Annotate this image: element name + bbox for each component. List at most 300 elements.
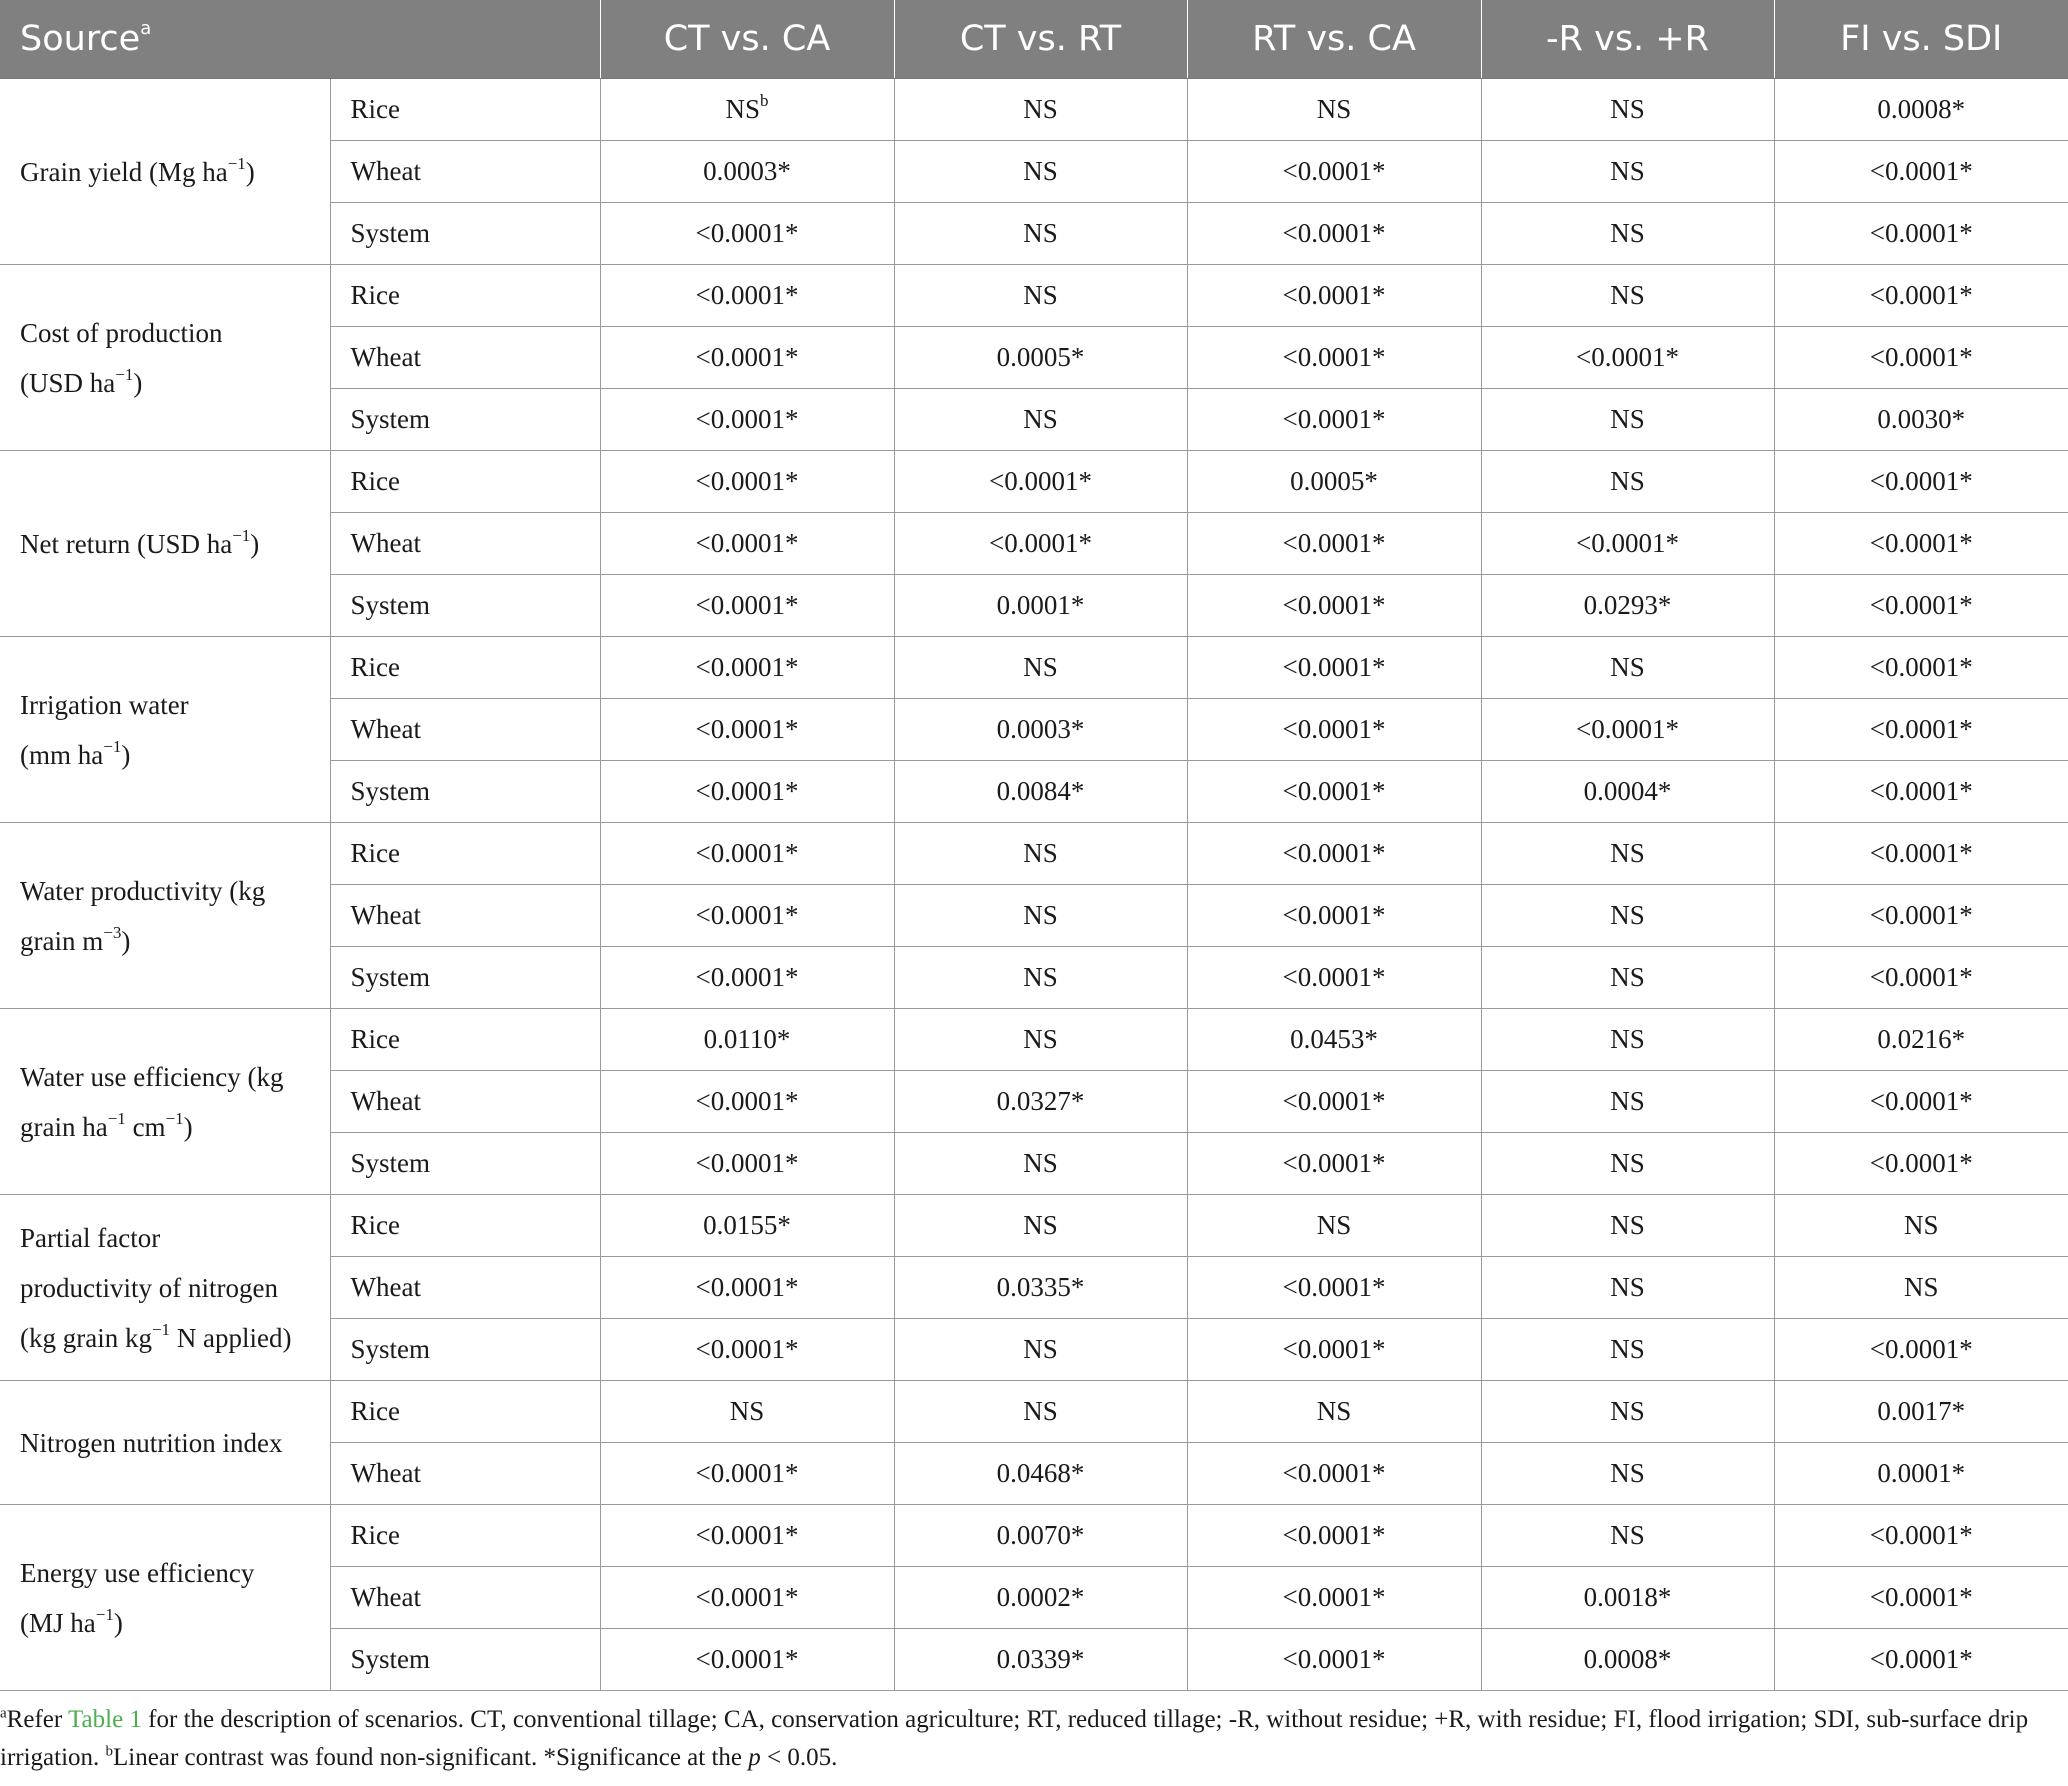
p-value: 0.0339* <box>996 1644 1085 1674</box>
p-value: <0.0001* <box>1869 1148 1973 1178</box>
header-source-sup: a <box>140 18 152 40</box>
p-value-cell <box>1187 1381 1481 1443</box>
p-value: <0.0001* <box>1282 1086 1386 1116</box>
p-value: 0.0008* <box>1877 94 1966 124</box>
crop-label: Wheat <box>330 1567 600 1629</box>
p-value: <0.0001* <box>1869 714 1973 744</box>
p-value: 0.0335* <box>996 1272 1085 1302</box>
p-value: NS <box>1023 218 1058 248</box>
parameter-label <box>0 1381 330 1505</box>
p-value-cell <box>1481 451 1774 513</box>
p-value-cell <box>1774 761 2068 823</box>
p-value-cell <box>894 141 1187 203</box>
p-value: <0.0001* <box>695 962 799 992</box>
p-value: <0.0001* <box>1869 962 1973 992</box>
p-value-cell <box>894 823 1187 885</box>
header-col-4: FI vs. SDI <box>1774 0 2068 79</box>
footnote-table-link[interactable]: Table 1 <box>68 1706 142 1733</box>
p-value: 0.0005* <box>1290 466 1378 496</box>
crop-label: System <box>330 1319 600 1381</box>
table-row <box>0 265 2068 327</box>
p-value-cell <box>1481 141 1774 203</box>
p-value: 0.0018* <box>1583 1582 1672 1612</box>
p-value-cell <box>894 1319 1187 1381</box>
p-value-cell <box>1187 761 1481 823</box>
p-value: <0.0001* <box>1282 962 1386 992</box>
crop-label: Wheat <box>330 1071 600 1133</box>
p-value: <0.0001* <box>695 1334 799 1364</box>
crop-label: Wheat <box>330 1257 600 1319</box>
p-value-cell <box>600 327 894 389</box>
p-value: NS <box>1610 1148 1645 1178</box>
crop-label: Rice <box>330 1505 600 1567</box>
p-value: NS <box>1610 652 1645 682</box>
p-value-cell <box>600 699 894 761</box>
parameter-label-sup: −1 <box>227 153 246 173</box>
table-row <box>0 1195 2068 1257</box>
table-row <box>0 637 2068 699</box>
parameter-label <box>0 823 330 1009</box>
p-value: <0.0001* <box>1282 218 1386 248</box>
p-value: NS <box>1610 1520 1645 1550</box>
p-value-cell <box>600 1443 894 1505</box>
p-value: NS <box>1023 838 1058 868</box>
p-value: 0.0003* <box>703 156 791 186</box>
parameter-label-sup: −1 <box>165 1108 184 1128</box>
p-value-cell <box>600 1629 894 1691</box>
parameter-label-sup: −1 <box>107 1108 126 1128</box>
p-value-cell <box>894 451 1187 513</box>
p-value: 0.0002* <box>996 1582 1085 1612</box>
crop-label: Wheat <box>330 1443 600 1505</box>
crop-label: System <box>330 1133 600 1195</box>
p-value-cell <box>1481 1319 1774 1381</box>
p-value-cell <box>894 1195 1187 1257</box>
p-value: <0.0001* <box>1282 1272 1386 1302</box>
parameter-label-text: Net return (USD ha <box>20 528 233 559</box>
p-value: NS <box>1610 1272 1645 1302</box>
p-value: <0.0001* <box>1576 342 1679 372</box>
p-value: <0.0001* <box>1869 776 1973 806</box>
p-value-cell <box>1187 1071 1481 1133</box>
p-value: <0.0001* <box>1869 590 1973 620</box>
p-value-cell <box>1774 79 2068 141</box>
p-value: NS <box>1610 838 1645 868</box>
p-value: NS <box>1023 900 1058 930</box>
p-value: <0.0001* <box>695 652 799 682</box>
p-value: <0.0001* <box>1282 652 1386 682</box>
p-value-cell <box>1774 265 2068 327</box>
p-value: NS <box>1610 280 1645 310</box>
p-value: <0.0001* <box>1869 342 1973 372</box>
p-value: <0.0001* <box>1282 1520 1386 1550</box>
table-footnote <box>0 1691 2068 1777</box>
p-value: 0.0001* <box>1877 1458 1966 1488</box>
p-value-cell <box>1481 1381 1774 1443</box>
parameter-label <box>0 1505 330 1691</box>
p-value: NS <box>1023 1024 1058 1054</box>
p-value-cell <box>600 141 894 203</box>
p-value: 0.0030* <box>1877 404 1966 434</box>
p-value: NS <box>1903 1210 1939 1240</box>
p-value: 0.0008* <box>1583 1644 1672 1674</box>
p-value-cell <box>1187 1319 1481 1381</box>
p-value-cell <box>894 1567 1187 1629</box>
p-value: <0.0001* <box>695 404 799 434</box>
p-value: NS <box>1023 1334 1058 1364</box>
p-value-cell <box>1774 823 2068 885</box>
p-value-cell <box>1187 885 1481 947</box>
p-value-cell <box>894 1009 1187 1071</box>
p-value-cell <box>600 1319 894 1381</box>
p-value: <0.0001* <box>695 1148 799 1178</box>
p-value: <0.0001* <box>1282 528 1386 558</box>
p-value: 0.0453* <box>1290 1024 1378 1054</box>
p-value-cell <box>600 1505 894 1567</box>
p-value: <0.0001* <box>1869 1644 1973 1674</box>
p-value: <0.0001* <box>695 1086 799 1116</box>
crop-label: Wheat <box>330 699 600 761</box>
p-value: <0.0001* <box>1282 1582 1386 1612</box>
p-value-cell <box>1187 203 1481 265</box>
p-value-cell <box>600 1009 894 1071</box>
p-value-cell <box>1774 947 2068 1009</box>
p-value: <0.0001* <box>1282 776 1386 806</box>
parameter-label-sup: −1 <box>232 525 251 545</box>
p-value-cell <box>600 389 894 451</box>
p-value: NS <box>1610 900 1645 930</box>
p-value: <0.0001* <box>989 466 1092 496</box>
p-value: <0.0001* <box>695 528 799 558</box>
p-value-cell <box>1481 1071 1774 1133</box>
parameter-label-sup: −1 <box>95 1604 114 1624</box>
p-value-cell <box>1774 1319 2068 1381</box>
p-value: <0.0001* <box>989 528 1092 558</box>
crop-label: Rice <box>330 1009 600 1071</box>
p-value-cell <box>1774 885 2068 947</box>
crop-label: Rice <box>330 823 600 885</box>
table-body <box>0 79 2068 1691</box>
p-value: <0.0001* <box>695 342 799 372</box>
p-value: NS <box>729 1396 765 1426</box>
parameter-label <box>0 79 330 265</box>
p-value: <0.0001* <box>695 466 799 496</box>
crop-label: Rice <box>330 1381 600 1443</box>
p-value: NS <box>1610 218 1645 248</box>
table-row <box>0 1381 2068 1443</box>
p-value-cell <box>1481 1009 1774 1071</box>
p-value-cell <box>1774 637 2068 699</box>
header-col-3: -R vs. +R <box>1481 0 1774 79</box>
p-value: NS <box>1316 1210 1352 1240</box>
p-value: NS <box>725 94 760 124</box>
p-value-cell <box>1481 1257 1774 1319</box>
p-value: NS <box>1023 94 1058 124</box>
p-value-cell <box>1774 389 2068 451</box>
parameter-label-text: Grain yield (Mg ha <box>20 156 228 187</box>
p-value: <0.0001* <box>1869 1582 1973 1612</box>
p-value-cell <box>1187 1629 1481 1691</box>
p-value-cell <box>894 1071 1187 1133</box>
p-value-cell <box>1187 1567 1481 1629</box>
p-value: 0.0017* <box>1877 1396 1966 1426</box>
p-value-cell <box>1774 451 2068 513</box>
p-value: <0.0001* <box>1869 528 1973 558</box>
crop-label: System <box>330 1629 600 1691</box>
p-value-cell <box>1187 699 1481 761</box>
p-value: NS <box>1023 1148 1058 1178</box>
p-value-cell <box>1774 1567 2068 1629</box>
p-value: <0.0001* <box>1869 156 1973 186</box>
p-value: <0.0001* <box>695 714 799 744</box>
parameter-label-sup: −1 <box>151 1319 171 1339</box>
p-value-cell <box>894 1257 1187 1319</box>
parameter-label-text: N applied) <box>170 1322 292 1353</box>
p-value-cell <box>894 1381 1187 1443</box>
p-value: NS <box>1023 1396 1058 1426</box>
p-value-cell <box>1187 327 1481 389</box>
p-value-cell <box>894 947 1187 1009</box>
p-value: 0.0004* <box>1583 776 1672 806</box>
p-value-cell <box>1481 1567 1774 1629</box>
p-value-cell <box>1481 203 1774 265</box>
p-value-cell <box>894 1133 1187 1195</box>
p-value-cell <box>600 1071 894 1133</box>
p-value-cell <box>1481 79 1774 141</box>
p-value-cell <box>1774 1257 2068 1319</box>
p-value: 0.0327* <box>996 1086 1085 1116</box>
p-value-cell <box>600 79 894 141</box>
footnote-a-mark: a <box>0 1705 7 1722</box>
footnote-b-mark: b <box>105 1743 114 1760</box>
crop-label: System <box>330 947 600 1009</box>
p-value: <0.0001* <box>695 900 799 930</box>
p-value: 0.0070* <box>996 1520 1085 1550</box>
p-value: NS <box>1316 94 1352 124</box>
p-value-cell <box>1481 1443 1774 1505</box>
header-col-2: RT vs. CA <box>1187 0 1481 79</box>
table-header <box>0 0 2068 79</box>
p-value-cell <box>600 1567 894 1629</box>
p-value-cell <box>1187 451 1481 513</box>
p-value: <0.0001* <box>1576 714 1679 744</box>
parameter-label-sup: −1 <box>115 364 134 384</box>
parameter-label <box>0 637 330 823</box>
p-value-cell <box>894 637 1187 699</box>
p-value-cell <box>600 1381 894 1443</box>
p-value: NS <box>1610 1024 1645 1054</box>
p-value: NS <box>1023 962 1058 992</box>
p-value-cell <box>1481 575 1774 637</box>
table-row <box>0 823 2068 885</box>
p-value-cell <box>1774 575 2068 637</box>
p-value: NS <box>1023 652 1058 682</box>
p-value-cell <box>1187 1257 1481 1319</box>
parameter-label-text: ) <box>133 367 143 398</box>
p-value-cell <box>1481 947 1774 1009</box>
p-value-cell <box>1187 1195 1481 1257</box>
p-value-cell <box>600 947 894 1009</box>
crop-label: System <box>330 389 600 451</box>
p-value-cell <box>1481 637 1774 699</box>
p-value: <0.0001* <box>1869 652 1973 682</box>
p-value-cell <box>1187 575 1481 637</box>
p-value-cell <box>1481 823 1774 885</box>
p-value-cell <box>1187 389 1481 451</box>
p-value-cell <box>1774 1195 2068 1257</box>
p-value-cell <box>1774 1009 2068 1071</box>
parameter-label-text: ) <box>121 925 131 956</box>
p-value-cell <box>894 327 1187 389</box>
footnote-a-text: for the description of scenarios. CT, conventional tillage; CA, conservation agriculture; RT, reduced tillage; -R, without residue; +R, with residue; FI, flood irrigation; SDI, sub-surface drip irrigation. <box>0 1706 2029 1771</box>
parameter-label-text: Partial factor productivity of nitrogen (kg grain kg <box>20 1222 278 1353</box>
p-value-cell <box>600 1195 894 1257</box>
p-value-cell <box>1481 1133 1774 1195</box>
p-value-cell <box>894 1629 1187 1691</box>
p-value-cell <box>1481 265 1774 327</box>
header-col-0: CT vs. CA <box>600 0 894 79</box>
p-value: <0.0001* <box>695 1644 799 1674</box>
p-value-cell <box>894 761 1187 823</box>
p-value: <0.0001* <box>1282 280 1386 310</box>
p-value: 0.0155* <box>703 1210 791 1240</box>
p-value-cell <box>600 513 894 575</box>
p-value: 0.0216* <box>1877 1024 1966 1054</box>
p-value: <0.0001* <box>1869 218 1973 248</box>
p-value: <0.0001* <box>695 838 799 868</box>
p-value: <0.0001* <box>1869 838 1973 868</box>
parameter-label-text: ) <box>183 1111 193 1142</box>
parameter-label <box>0 265 330 451</box>
p-value-cell <box>1774 1505 2068 1567</box>
p-value-cell <box>1187 1009 1481 1071</box>
p-value: <0.0001* <box>1282 404 1386 434</box>
p-value: <0.0001* <box>1282 156 1386 186</box>
p-value: <0.0001* <box>1282 714 1386 744</box>
crop-label: Rice <box>330 637 600 699</box>
crop-label: Rice <box>330 79 600 141</box>
p-value: 0.0084* <box>996 776 1085 806</box>
parameter-label-text: ) <box>245 156 255 187</box>
p-value: <0.0001* <box>695 776 799 806</box>
p-value-cell <box>1774 1071 2068 1133</box>
table-row <box>0 79 2068 141</box>
table-row <box>0 1505 2068 1567</box>
header-source <box>0 0 600 79</box>
p-value-cell <box>600 823 894 885</box>
p-value: <0.0001* <box>695 1582 799 1612</box>
p-value: 0.0001* <box>996 590 1085 620</box>
p-value: <0.0001* <box>695 590 799 620</box>
p-value-cell <box>1774 1381 2068 1443</box>
p-value-cell <box>600 451 894 513</box>
footnote-p-rest: < 0.05. <box>760 1744 838 1771</box>
parameter-label-text: Energy use efficiency (MJ ha <box>20 1557 255 1638</box>
footnote-b-text: Linear contrast was found non-significant. *Significance at the <box>113 1744 749 1771</box>
p-value: <0.0001* <box>1282 1644 1386 1674</box>
p-value: NS <box>1023 1210 1058 1240</box>
parameter-label-text: ) <box>250 528 260 559</box>
footnote-p-symbol: p <box>748 1744 761 1771</box>
crop-label: Wheat <box>330 885 600 947</box>
p-value-cell <box>1481 761 1774 823</box>
p-value: NS <box>1610 1086 1645 1116</box>
p-value-cell <box>894 575 1187 637</box>
p-value-cell <box>894 389 1187 451</box>
p-value: <0.0001* <box>1282 1334 1386 1364</box>
p-value-cell <box>894 203 1187 265</box>
p-value-cell <box>600 637 894 699</box>
p-value: NS <box>1610 1210 1645 1240</box>
p-value-cell <box>1187 1133 1481 1195</box>
p-value-cell <box>1187 141 1481 203</box>
p-value: NS <box>1610 156 1645 186</box>
p-value: <0.0001* <box>1576 528 1679 558</box>
p-value: <0.0001* <box>695 280 799 310</box>
p-value-cell <box>1481 327 1774 389</box>
p-value-cell <box>1187 513 1481 575</box>
table-row <box>0 1009 2068 1071</box>
p-value: NS <box>1610 466 1645 496</box>
p-value-cell <box>1187 1443 1481 1505</box>
parameter-label <box>0 451 330 637</box>
p-value-cell <box>1187 265 1481 327</box>
p-value: NS <box>1903 1272 1939 1302</box>
p-value-cell <box>894 699 1187 761</box>
p-value-cell <box>1481 885 1774 947</box>
p-value: NS <box>1023 156 1058 186</box>
p-value-cell <box>1774 1133 2068 1195</box>
p-value-cell <box>1774 203 2068 265</box>
p-value: NS <box>1610 1458 1645 1488</box>
p-value: <0.0001* <box>695 218 799 248</box>
p-value: 0.0110* <box>703 1024 791 1054</box>
p-value-cell <box>894 885 1187 947</box>
crop-label: System <box>330 575 600 637</box>
p-value: <0.0001* <box>1869 900 1973 930</box>
p-value-cell <box>600 1257 894 1319</box>
p-value: NS <box>1610 94 1645 124</box>
parameter-label-text: Water productivity (kg grain m <box>20 875 266 956</box>
p-value-cell <box>1774 1629 2068 1691</box>
table-row <box>0 451 2068 513</box>
p-value: <0.0001* <box>1282 1148 1386 1178</box>
parameter-label-sup: −3 <box>103 922 122 942</box>
p-value: NS <box>1023 280 1058 310</box>
parameter-label-sup: −1 <box>103 736 122 756</box>
p-value: 0.0005* <box>996 342 1085 372</box>
p-value-cell <box>1187 79 1481 141</box>
parameter-label-text: Irrigation water (mm ha <box>20 689 189 770</box>
p-value: <0.0001* <box>1869 466 1973 496</box>
p-value-cell <box>1481 1505 1774 1567</box>
p-value-cell <box>1187 823 1481 885</box>
p-value-cell <box>1481 389 1774 451</box>
p-value: <0.0001* <box>695 1458 799 1488</box>
p-value-cell <box>1187 1505 1481 1567</box>
p-value-cell <box>1774 513 2068 575</box>
parameter-label <box>0 1009 330 1195</box>
p-value-cell <box>1481 1195 1774 1257</box>
p-value: <0.0001* <box>1869 1086 1973 1116</box>
p-value-cell <box>1481 1629 1774 1691</box>
parameter-label-text: Nitrogen nutrition index <box>20 1427 283 1458</box>
crop-label: Rice <box>330 1195 600 1257</box>
header-col-1: CT vs. RT <box>894 0 1187 79</box>
parameter-label-text: Water use efficiency (kg grain ha <box>20 1061 284 1142</box>
p-value: NS <box>1610 962 1645 992</box>
p-value-cell <box>1481 513 1774 575</box>
